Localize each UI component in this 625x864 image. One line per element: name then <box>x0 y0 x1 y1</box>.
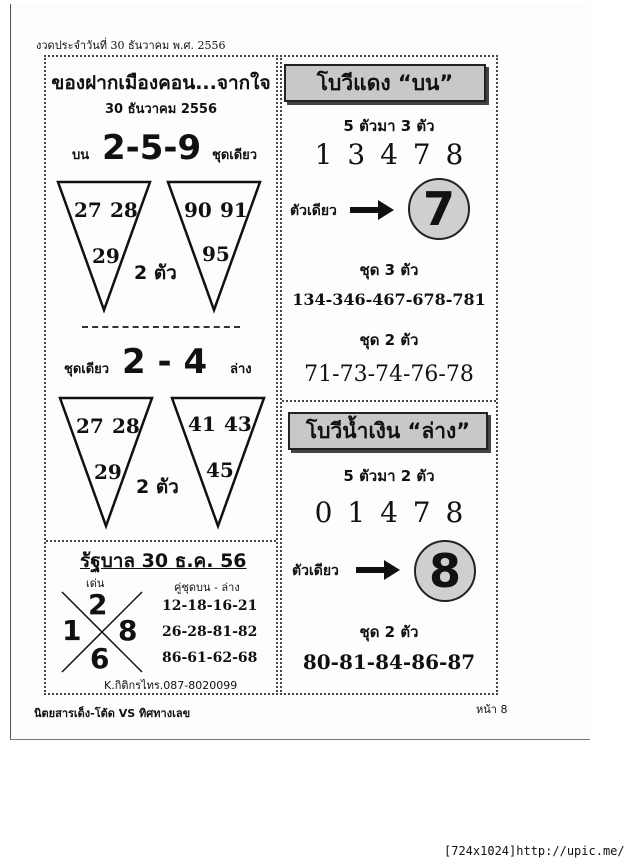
blue-subtitle: 5 ตัวมา 2 ตัว <box>343 467 435 485</box>
pairs-row-1: 12-18-16-21 <box>162 598 258 614</box>
bottom-left-tri-num-1: 27 <box>76 414 104 438</box>
gov-box-separator <box>46 540 276 542</box>
bottom-left-tri-num-3: 29 <box>94 460 122 484</box>
cross-digit-top: 2 <box>88 588 108 621</box>
blue-set2-label: ชุด 2 ตัว <box>359 623 419 641</box>
left-panel-title: ของฝากเมืองคอน...จากใจ <box>51 72 271 94</box>
image-watermark: [724x1024]http://upic.me/ <box>444 844 625 858</box>
pairs-row-3: 86-61-62-68 <box>162 650 258 666</box>
page-number: หน้า 8 <box>476 703 508 716</box>
bottom-right-tri-num-3: 45 <box>206 458 234 482</box>
section-divider <box>82 326 240 328</box>
issue-date-line: งวดประจำวันที่ 30 ธันวาคม พ.ศ. 2556 <box>36 39 226 52</box>
blue-arrow-icon <box>356 558 402 582</box>
bottom-set-label: ชุดเดียว <box>64 362 110 377</box>
bottom-right-tri-num-1: 41 <box>188 412 216 436</box>
red-digits: 1 3 4 7 8 <box>314 138 464 171</box>
top-right-tri-num-3: 95 <box>202 242 230 266</box>
top-set-label: ชุดเดียว <box>212 148 258 163</box>
red-set3-values: 134-346-467-678-781 <box>292 290 486 309</box>
top-left-tri-num-1: 27 <box>74 198 102 222</box>
top-left-tri-num-3: 29 <box>92 244 120 268</box>
bon-label: บน <box>72 148 90 163</box>
red-single-digit-circle: 7 <box>408 178 470 240</box>
red-single-label: ตัวเดียว <box>290 203 337 219</box>
red-set2-label: ชุด 2 ตัว <box>359 331 419 349</box>
bottom-main-number: 2 - 4 <box>122 342 208 382</box>
red-subtitle: 5 ตัวมา 3 ตัว <box>343 117 435 135</box>
top-left-tri-num-2: 28 <box>110 198 138 222</box>
blue-bow-banner: โบวีน้ำเงิน “ล่าง” <box>288 412 488 450</box>
red-set2-values: 71-73-74-76-78 <box>304 362 474 387</box>
cross-digit-bottom: 6 <box>90 642 110 675</box>
cross-digit-right: 8 <box>118 614 138 647</box>
top-main-number: 2-5-9 <box>102 128 202 168</box>
bottom-left-tri-num-2: 28 <box>112 414 140 438</box>
top-two-digit-label: 2 ตัว <box>134 262 177 284</box>
blue-set2-values: 80-81-84-86-87 <box>302 650 476 674</box>
blue-digits: 0 1 4 7 8 <box>314 496 464 529</box>
red-arrow-icon <box>350 198 396 222</box>
magazine-footer: นิตยสารเด็ง-โต้ด VS ทิศทางเลข <box>34 707 191 720</box>
contact-line: K.กิติกรไทร.087-8020099 <box>104 679 238 692</box>
top-right-tri-num-1: 90 <box>184 198 212 222</box>
right-panel-separator <box>282 400 496 402</box>
pairs-row-2: 26-28-81-82 <box>162 624 258 640</box>
gov-box-title: รัฐบาล 30 ธ.ค. 56 <box>80 550 247 572</box>
bottom-two-digit-label: 2 ตัว <box>136 476 179 498</box>
den-label: เด่น <box>86 577 105 590</box>
pairs-label: คู่ชุดบน - ล่าง <box>174 581 240 594</box>
red-set3-label: ชุด 3 ตัว <box>359 261 419 279</box>
blue-single-label: ตัวเดียว <box>292 563 339 579</box>
bottom-right-tri-num-2: 43 <box>224 412 252 436</box>
red-bow-banner: โบวีแดง “บน” <box>284 64 486 102</box>
top-right-tri-num-2: 91 <box>220 198 248 222</box>
blue-single-digit-circle: 8 <box>414 540 476 602</box>
left-panel-date: 30 ธันวาคม 2556 <box>104 102 217 117</box>
cross-digit-left: 1 <box>62 614 82 647</box>
lang-label: ล่าง <box>230 362 252 377</box>
